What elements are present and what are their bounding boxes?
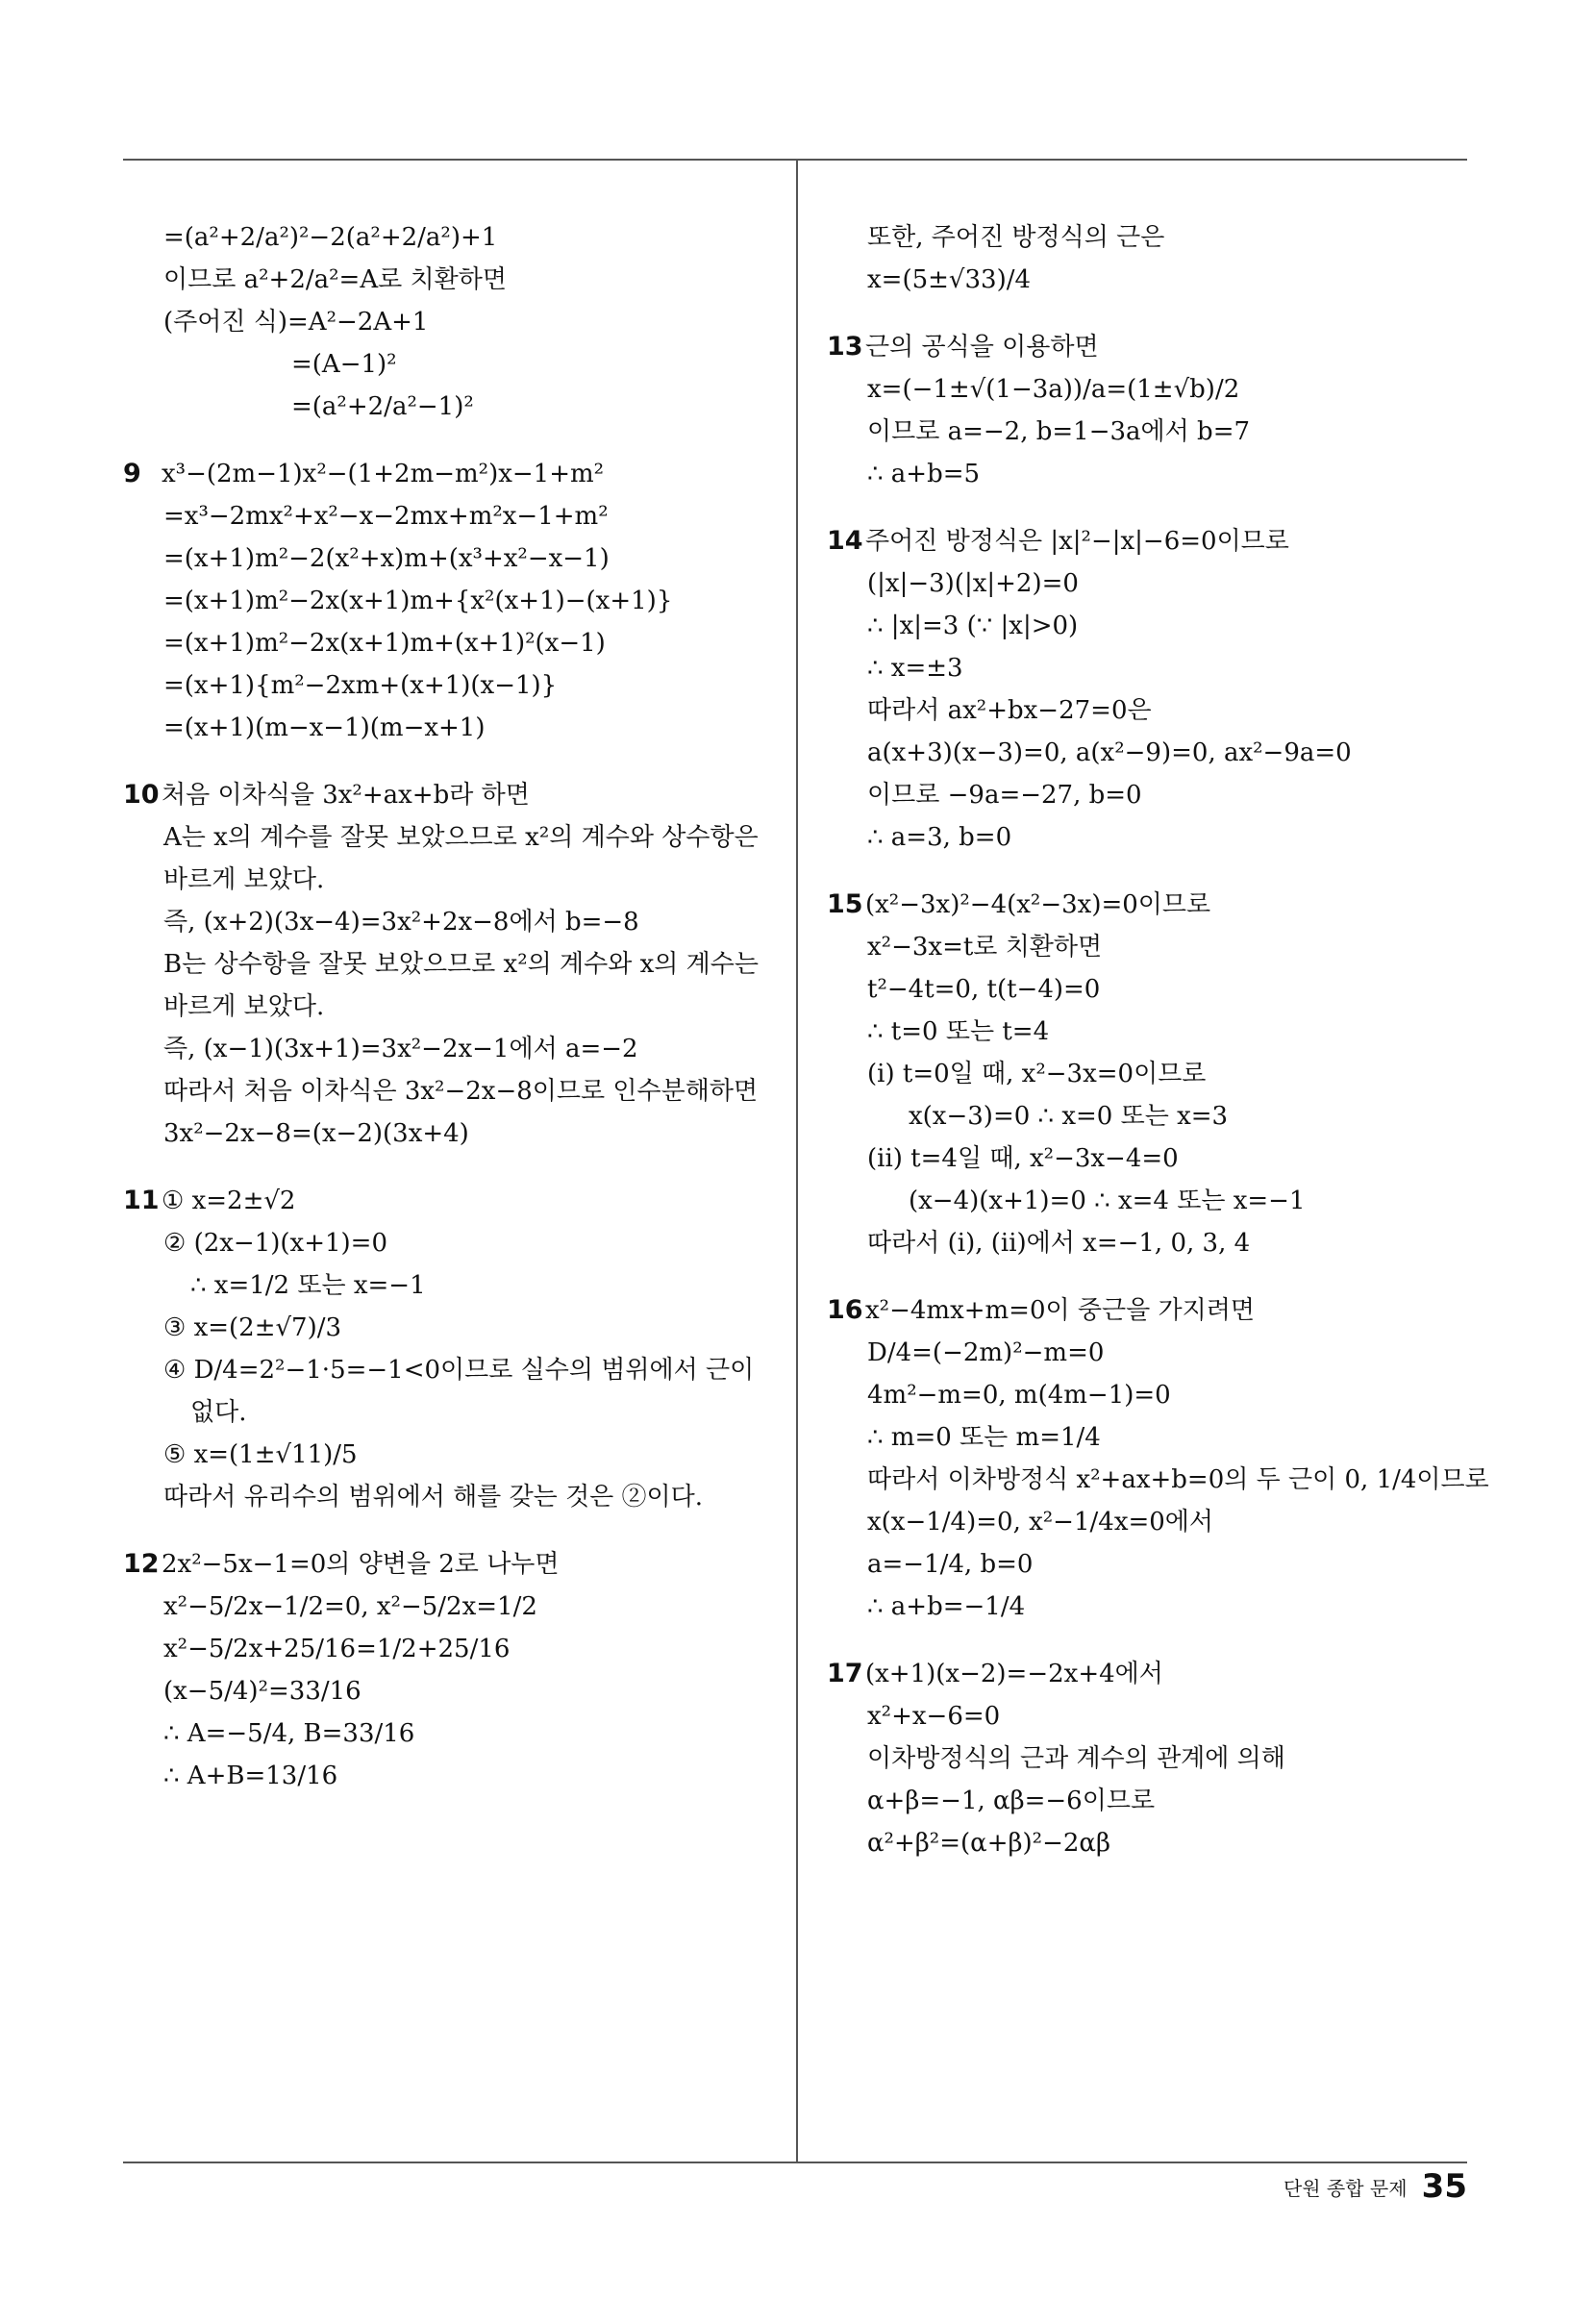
line-text: 근의 공식을 이용하면 [865, 333, 1099, 362]
line-text: (x²−3x)²−4(x²−3x)=0이므로 [865, 890, 1211, 919]
line-text: ∴ A=−5/4, B=33/16 [163, 1719, 415, 1748]
line-text: ∴ x=±3 [867, 654, 963, 683]
text-line [123, 1264, 777, 1307]
text-line [827, 1011, 1471, 1053]
line-text: t²−4t=0, t(t−4)=0 [867, 975, 1101, 1004]
line-text: a(x+3)(x−3)=0, a(x²−9)=0, ax²−9a=0 [867, 738, 1352, 767]
line-text: =(x+1)m²−2x(x+1)m+{x²(x+1)−(x+1)} [163, 587, 673, 615]
line-text: (x−5/4)²=33/16 [163, 1677, 361, 1706]
text-line [827, 732, 1471, 774]
text-line [123, 580, 777, 622]
text-line [123, 943, 777, 986]
text-line [123, 386, 777, 428]
line-text: x²−5/2x+25/16=1/2+25/16 [163, 1635, 511, 1663]
text-line [827, 520, 1471, 562]
line-text: ① x=2±√2 [162, 1187, 296, 1215]
text-line [123, 859, 777, 901]
line-text: 이므로 a=−2, b=1−3a에서 b=7 [867, 417, 1251, 446]
problem-number: 14 [827, 526, 863, 556]
text-line [123, 774, 777, 816]
line-text: 또한, 주어진 방정식의 근은 [867, 223, 1165, 252]
line-text: (x+1)(x−2)=−2x+4에서 [865, 1660, 1163, 1688]
line-text: ⑤ x=(1±√11)/5 [163, 1440, 358, 1469]
line-text: (주어진 식)=A²−2A+1 [163, 308, 429, 337]
text-line [123, 622, 777, 664]
text-line [123, 1670, 777, 1712]
text-line [827, 562, 1471, 605]
text-line [123, 453, 777, 495]
line-text: ③ x=(2±√7)/3 [163, 1313, 342, 1342]
line-text: 즉, (x+2)(3x−4)=3x²+2x−8에서 b=−8 [163, 908, 639, 937]
text-line [827, 774, 1471, 816]
text-line [827, 1780, 1471, 1822]
line-text: =(x+1)m²−2x(x+1)m+(x+1)²(x−1) [163, 629, 606, 658]
line-text: (ii) t=4일 때, x²−3x−4=0 [867, 1144, 1179, 1173]
line-text: (i) t=0일 때, x²−3x=0이므로 [867, 1060, 1207, 1088]
problem-number: 11 [123, 1186, 160, 1215]
right-column [827, 216, 1489, 1864]
text-line [123, 259, 777, 301]
line-text: ∴ t=0 또는 t=4 [867, 1017, 1050, 1046]
line-text: (x−4)(x+1)=0 ∴ x=4 또는 x=−1 [909, 1187, 1306, 1215]
line-text: 4m²−m=0, m(4m−1)=0 [867, 1381, 1171, 1410]
text-line [827, 689, 1471, 732]
line-text: 처음 이차식을 3x²+ax+b라 하면 [162, 781, 530, 810]
bottom-rule [123, 2162, 1467, 2163]
line-text: =(x+1)(m−x−1)(m−x+1) [163, 713, 486, 742]
line-text: α²+β²=(α+β)²−2αβ [867, 1829, 1111, 1858]
line-text: 따라서 (i), (ii)에서 x=−1, 0, 3, 4 [867, 1229, 1251, 1258]
text-line [827, 453, 1471, 495]
text-line [123, 1712, 777, 1755]
text-line [827, 1416, 1471, 1459]
text-line [123, 301, 777, 343]
line-text: a=−1/4, b=0 [867, 1550, 1034, 1579]
line-text: x²+x−6=0 [867, 1702, 1001, 1731]
section-gap [827, 859, 1471, 884]
line-text: A는 x의 계수를 잘못 보았으므로 x²의 계수와 상수항은 [163, 823, 759, 852]
line-text: 주어진 방정식은 |x|²−|x|−6=0이므로 [865, 527, 1289, 556]
text-line [827, 1737, 1471, 1780]
text-line [827, 1695, 1471, 1737]
text-line [123, 1028, 777, 1070]
text-line [123, 1755, 777, 1797]
left-column [123, 216, 777, 1797]
text-line [827, 884, 1471, 926]
text-line [123, 1391, 777, 1434]
line-text: 이므로 −9a=−27, b=0 [867, 781, 1142, 810]
problem-number: 10 [123, 780, 160, 810]
text-line [123, 1222, 777, 1264]
line-text: 따라서 ax²+bx−27=0은 [867, 696, 1152, 725]
line-text: 바르게 보았다. [163, 865, 325, 894]
text-line [827, 1822, 1471, 1864]
text-line [123, 1180, 777, 1222]
line-text: 즉, (x−1)(3x+1)=3x²−2x−1에서 a=−2 [163, 1035, 638, 1063]
line-text: 2x²−5x−1=0의 양변을 2로 나누면 [162, 1550, 560, 1579]
text-line [123, 1476, 777, 1518]
line-text: 따라서 이차방정식 x²+ax+b=0의 두 근이 0, 1/4이므로 [867, 1465, 1489, 1494]
text-line [123, 1628, 777, 1670]
line-text: ∴ |x|=3 (∵ |x|>0) [867, 612, 1079, 640]
text-line [123, 537, 777, 580]
line-text: ④ D/4=2²−1·5=−1<0이므로 실수의 범위에서 근이 [163, 1356, 755, 1385]
text-line [827, 926, 1471, 968]
text-line [123, 495, 777, 537]
text-line [827, 1374, 1471, 1416]
section-gap [827, 495, 1471, 520]
line-text: D/4=(−2m)²−m=0 [867, 1338, 1105, 1367]
text-line [827, 1137, 1471, 1180]
problem-number: 16 [827, 1295, 863, 1325]
section-gap [123, 1518, 777, 1543]
section-gap [123, 428, 777, 453]
line-text: ∴ a+b=5 [867, 460, 981, 488]
line-text: ∴ a=3, b=0 [867, 823, 1012, 852]
line-text: x(x−1/4)=0, x²−1/4x=0에서 [867, 1508, 1214, 1537]
line-text: ② (2x−1)(x+1)=0 [163, 1229, 387, 1258]
text-line [827, 816, 1471, 859]
text-line [827, 1459, 1489, 1501]
line-text: 없다. [190, 1398, 247, 1427]
line-text: x³−(2m−1)x²−(1+2m−m²)x−1+m² [162, 460, 605, 488]
text-line [123, 707, 777, 749]
text-line [123, 1543, 777, 1586]
text-line [827, 259, 1471, 301]
line-text: x²−3x=t로 치환하면 [867, 933, 1103, 962]
line-text: B는 상수항을 잘못 보았으므로 x²의 계수와 x의 계수는 [163, 950, 760, 979]
text-line [123, 1307, 777, 1349]
problem-number: 17 [827, 1659, 863, 1688]
text-line [827, 216, 1471, 259]
line-text: x²−4mx+m=0이 중근을 가지려면 [865, 1296, 1255, 1325]
line-text: 이차방정식의 근과 계수의 관계에 의해 [867, 1744, 1285, 1773]
text-line [827, 1543, 1471, 1586]
text-line [827, 1653, 1471, 1695]
section-gap [123, 749, 777, 774]
text-line [827, 605, 1471, 647]
line-text: =x³−2mx²+x²−x−2mx+m²x−1+m² [163, 502, 609, 531]
text-line [123, 664, 777, 707]
line-text: α+β=−1, αβ=−6이므로 [867, 1787, 1156, 1815]
top-rule [123, 159, 1467, 161]
line-text: =(x+1){m²−2xm+(x+1)(x−1)} [163, 671, 558, 700]
line-text: x²−5/2x−1/2=0, x²−5/2x=1/2 [163, 1592, 537, 1621]
text-line [827, 1332, 1471, 1374]
text-line [123, 986, 777, 1028]
text-line [827, 326, 1471, 368]
line-text: 이므로 a²+2/a²=A로 치환하면 [163, 265, 507, 294]
line-text: (|x|−3)(|x|+2)=0 [867, 569, 1079, 598]
text-line [827, 647, 1471, 689]
line-text: x(x−3)=0 ∴ x=0 또는 x=3 [909, 1102, 1229, 1131]
line-text: 3x²−2x−8=(x−2)(3x+4) [163, 1119, 469, 1148]
line-text: =(a²+2/a²)²−2(a²+2/a²)+1 [163, 223, 498, 252]
text-line [827, 1095, 1471, 1137]
section-gap [827, 301, 1471, 326]
line-text: =(a²+2/a²−1)² [291, 392, 474, 421]
text-line [827, 1586, 1471, 1628]
section-gap [827, 1264, 1471, 1289]
text-line [123, 216, 777, 259]
text-line [123, 901, 777, 943]
text-line [123, 1349, 777, 1391]
text-line [123, 1586, 777, 1628]
footer-title: 단원 종합 문제 [1283, 2176, 1408, 2200]
text-line [827, 1180, 1471, 1222]
line-text: x=(5±√33)/4 [867, 265, 1032, 294]
line-text: ∴ x=1/2 또는 x=−1 [190, 1271, 426, 1300]
line-text: ∴ a+b=−1/4 [867, 1592, 1026, 1621]
problem-number: 15 [827, 889, 863, 919]
line-text: 따라서 유리수의 범위에서 해를 갖는 것은 ②이다. [163, 1483, 704, 1512]
line-text: ∴ m=0 또는 m=1/4 [867, 1423, 1101, 1452]
text-line [123, 816, 777, 859]
text-line [123, 343, 777, 386]
text-line [123, 1434, 777, 1476]
text-line [827, 1222, 1471, 1264]
line-text: =(x+1)m²−2(x²+x)m+(x³+x²−x−1) [163, 544, 610, 573]
text-line [123, 1070, 777, 1112]
text-line [827, 368, 1471, 411]
line-text: =(A−1)² [291, 350, 397, 379]
text-line [827, 1289, 1471, 1332]
section-gap [123, 1155, 777, 1180]
text-line [827, 968, 1471, 1011]
section-gap [827, 1628, 1471, 1653]
problem-number: 12 [123, 1549, 160, 1579]
text-line [827, 1053, 1471, 1095]
column-divider [796, 159, 798, 2162]
problem-number: 13 [827, 332, 863, 362]
line-text: 따라서 처음 이차식은 3x²−2x−8이므로 인수분해하면 [163, 1077, 759, 1106]
line-text: x=(−1±√(1−3a))/a=(1±√b)/2 [867, 375, 1240, 404]
text-line [827, 411, 1471, 453]
page-number: 35 [1421, 2167, 1467, 2206]
page-footer [1283, 2167, 1467, 2206]
problem-number: 9 [123, 459, 141, 488]
text-line [123, 1112, 777, 1155]
line-text: ∴ A+B=13/16 [163, 1762, 338, 1790]
text-line [827, 1501, 1471, 1543]
line-text: 바르게 보았다. [163, 992, 325, 1021]
